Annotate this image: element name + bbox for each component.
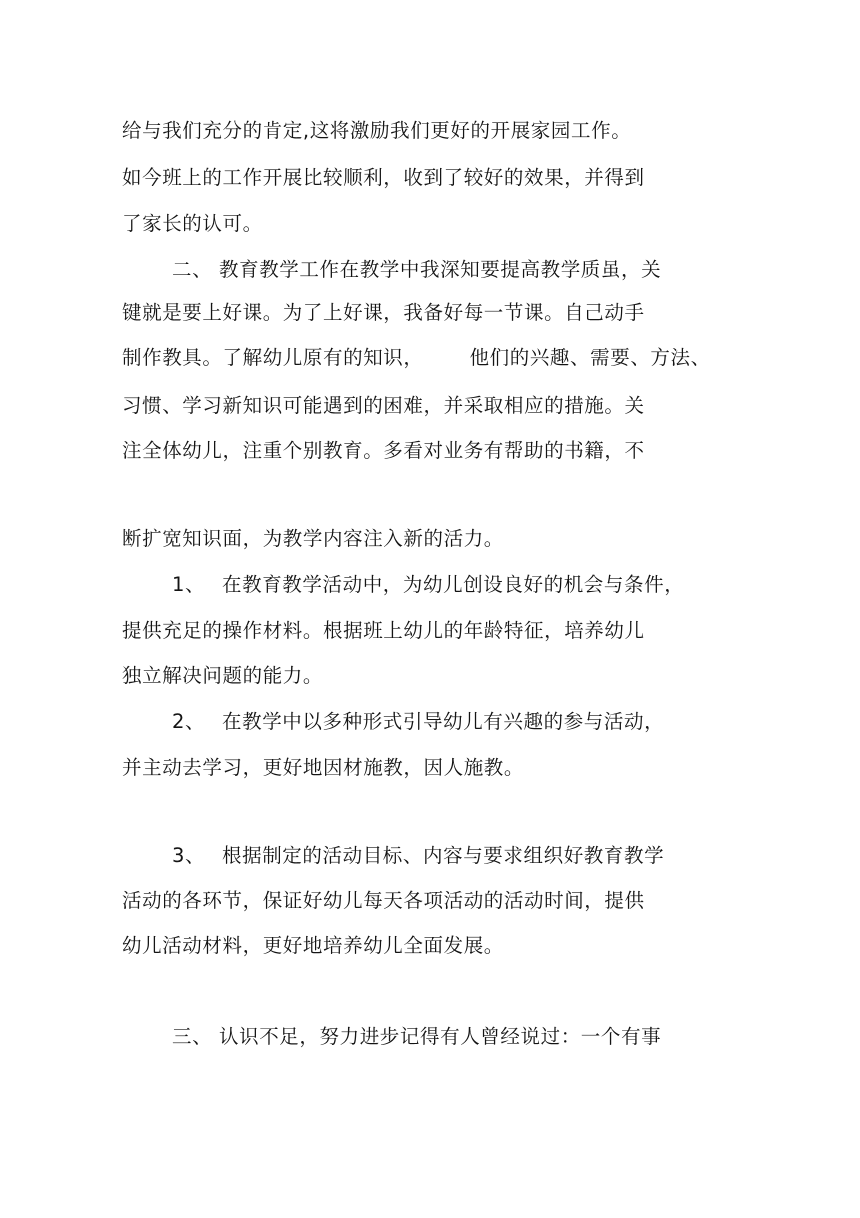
paragraph-line: 幼儿活动材料，更好地培养幼儿全面发展。 (122, 934, 504, 957)
list-number: 1、 (172, 573, 206, 596)
paragraph-line: 独立解决问题的能力。 (122, 664, 324, 687)
paragraph-line: 断扩宽知识面，为教学内容注入新的活力。 (122, 527, 504, 550)
list-item-text: 在教育教学活动中，为幼儿创设良好的机会与条件， (222, 573, 685, 596)
list-item-text: 根据制定的活动目标、内容与要求组织好教育教学 (222, 844, 665, 867)
paragraph-line: 提供充足的操作材料。根据班上幼儿的年龄特征，培养幼儿 (122, 619, 645, 642)
paragraph-line: 给与我们充分的肯定,这将激励我们更好的开展家园工作。 (122, 119, 632, 142)
section-heading-three: 三、 认识不足，努力进步记得有人曾经说过：一个有事 (172, 1025, 662, 1048)
line-segment: 他们的兴趣、需要、方法、 (469, 346, 711, 369)
list-item-2 (172, 709, 664, 735)
paragraph-line: 键就是要上好课。为了上好课，我备好每一节课。自己动手 (122, 301, 645, 324)
list-number: 3、 (172, 844, 206, 867)
list-item-3 (172, 843, 664, 869)
paragraph-line: 如今班上的工作开展比较顺利，收到了较好的效果，并得到 (122, 166, 645, 189)
list-item-text: 在教学中以多种形式引导幼儿有兴趣的参与活动， (222, 710, 665, 733)
list-item-1 (172, 572, 684, 598)
paragraph-line: 活动的各环节，保证好幼儿每天各项活动的活动时间，提供 (122, 889, 645, 912)
line-segment: 制作教具。了解幼儿原有的知识， (122, 346, 424, 369)
paragraph-line (122, 345, 711, 371)
paragraph-line: 并主动去学习，更好地因材施教，因人施教。 (122, 756, 525, 779)
paragraph-line: 注全体幼儿，注重个别教育。多看对业务有帮助的书籍，不 (122, 439, 645, 462)
list-number: 2、 (172, 710, 206, 733)
paragraph-line: 了家长的认可。 (122, 212, 263, 235)
section-heading-two: 二、 教育教学工作在教学中我深知要提高教学质虽，关 (172, 258, 662, 281)
paragraph-line: 习惯、学习新知识可能遇到的困难，并采取相应的措施。关 (122, 394, 645, 417)
